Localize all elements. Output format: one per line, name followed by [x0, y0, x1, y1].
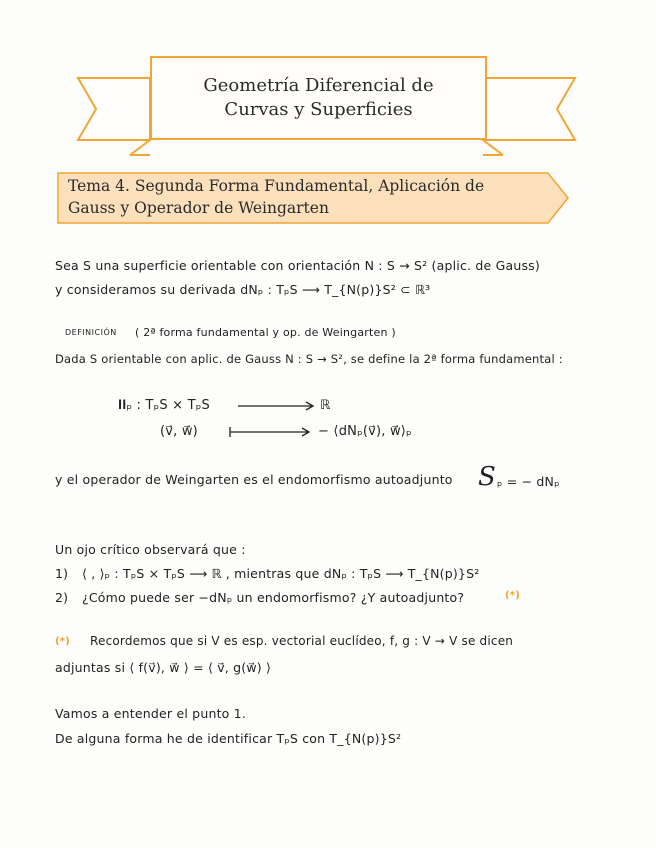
intro-line-2: y consideramos su derivada dNₚ : TₚS ⟶ T_{N(p)}S² ⊂ ℝ³	[55, 282, 431, 297]
weingarten-symbol: S	[478, 462, 496, 492]
definition-title: ( 2ª forma fundamental y op. de Weingarten )	[135, 326, 396, 339]
maps-to-arrow-icon	[228, 424, 314, 440]
item-1-number: 1)	[55, 566, 69, 581]
tema-line-2: Gauss y Operador de Weingarten	[68, 199, 329, 217]
weingarten-text: y el operador de Weingarten es el endomorfismo autoadjunto	[55, 472, 453, 487]
critic-intro: Un ojo crítico observará que :	[55, 542, 246, 557]
title-line-1: Geometría Diferencial de	[203, 75, 434, 96]
item-2-number: 2)	[55, 590, 69, 605]
closing-line-2: De alguna forma he de identificar TₚS con T_{N(p)}S²	[55, 731, 402, 746]
note-line-1: Recordemos que si V es esp. vectorial euclídeo, f, g : V → V se dicen	[90, 634, 514, 648]
title-line-2: Curvas y Superficies	[224, 99, 413, 120]
second-form-vars: (v⃗, w⃗)	[160, 424, 198, 439]
intro-line-1: Sea S una superficie orientable con orientación N : S → S² (aplic. de Gauss)	[55, 258, 540, 273]
note-line-2: adjuntas si ⟨ f(v⃗), w⃗ ⟩ = ⟨ v⃗, g(w⃗) ⟩	[55, 660, 272, 675]
closing-line-1: Vamos a entender el punto 1.	[55, 706, 247, 721]
tema-banner	[58, 173, 558, 223]
note-star-mark: (*)	[55, 636, 70, 647]
second-form-lhs: 𝐈𝐈ₚ : TₚS × TₚS	[118, 398, 210, 413]
item-2-star-mark: (*)	[505, 590, 520, 601]
second-form-value: − ⟨dNₚ(v⃗), w⃗⟩ₚ	[318, 424, 412, 439]
weingarten-formula: ₚ = − dNₚ	[497, 474, 560, 489]
long-arrow-icon	[238, 398, 318, 414]
second-form-codomain: ℝ	[320, 398, 331, 413]
tema-line-1: Tema 4. Segunda Forma Fundamental, Aplicación de	[68, 177, 485, 195]
definition-label: DEFINICIÓN	[65, 328, 117, 337]
definition-line: Dada S orientable con aplic. de Gauss N : S → S², se define la 2ª forma fundamental :	[55, 352, 563, 366]
item-1-text: ⟨ , ⟩ₚ : TₚS × TₚS ⟶ ℝ , mientras que dNₚ : TₚS ⟶ T_{N(p)}S²	[82, 566, 480, 581]
item-2-text: ¿Cómo puede ser −dNₚ un endomorfismo? ¿Y autoadjunto?	[82, 590, 465, 605]
